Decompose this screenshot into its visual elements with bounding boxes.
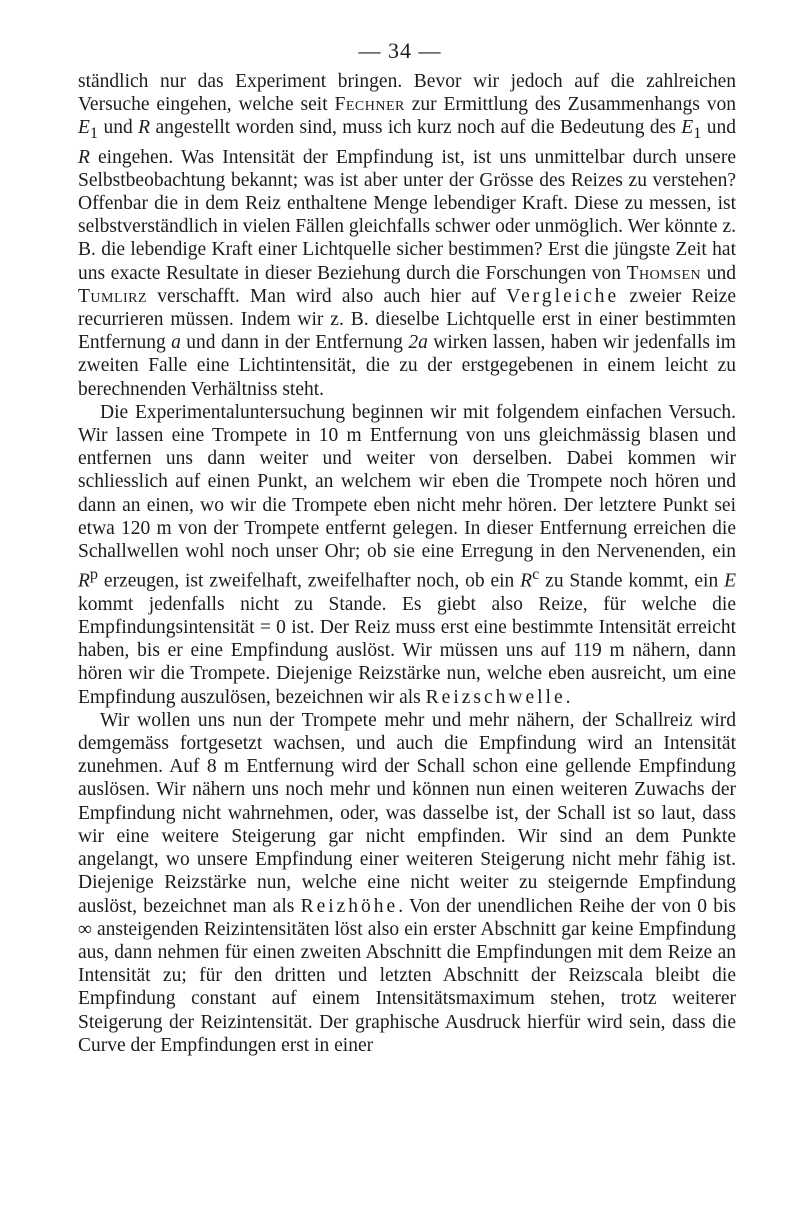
italic-run: R bbox=[78, 570, 90, 592]
text-run: und bbox=[98, 117, 139, 139]
text-run: verschafft. Man wird also auch hier auf bbox=[147, 285, 507, 307]
text-run: kommt jedenfalls nicht zu Stande. Es giebt also Reize, für welche die Empfindungsintensität = 0 ist. Der Reiz muss erst eine bestimmte Intensität erreicht haben, bis er eine Empfindung auslöst. Wir müssen uns auf 119 m nähern, dann hören wir die Trompete. Diejenige Reizstärke nun, welche eben ausreicht, um eine Empfindung auszulösen, bezeichnen wir als bbox=[78, 593, 736, 708]
italic-run: E bbox=[78, 117, 90, 139]
italic-run: R bbox=[138, 117, 151, 139]
italic-run: E bbox=[724, 570, 736, 592]
small-caps-name: Tumlirz bbox=[78, 285, 148, 307]
paragraph-3 bbox=[78, 709, 736, 1057]
superscript: c bbox=[532, 565, 540, 584]
text-run: angestellt worden sind, muss ich kurz noch auf die Bedeutung des bbox=[150, 117, 682, 139]
text-run: erzeugen, ist zweifelhaft, zweifelhafter noch, ob ein bbox=[98, 570, 521, 592]
italic-run: 2a bbox=[408, 332, 428, 354]
italic-run: R bbox=[78, 146, 90, 168]
superscript: p bbox=[89, 565, 99, 584]
page-number: — 34 — bbox=[358, 38, 442, 63]
small-caps-name: Thomsen bbox=[626, 262, 702, 284]
subscript: 1 bbox=[89, 124, 99, 143]
paragraph-2 bbox=[78, 401, 736, 709]
text-run: zweier Reize recurrieren müssen. Indem wir z. B. dieselbe Lichtquelle erst in einer bestimmten Entfernung bbox=[78, 285, 736, 354]
text-run: und dann in der Entfernung bbox=[180, 332, 409, 354]
text-run: und bbox=[701, 117, 737, 139]
text-run: Wir wollen uns nun der Trompete mehr und mehr nähern, der Schallreiz wird demgemäss fortgesetzt wachsen, und auch die Empfindung wird an Intensität zunehmen. Auf 8 m Entfernung wird der Schall schon eine gellende Empfindung auslösen. Wir nähern uns noch mehr und können nun einen weiteren Zuwachs der Empfindung nicht wahrnehmen, oder, was dasselbe ist, der Schall ist so laut, dass wir eine weitere Steigerung gar nicht empfinden. Wir sind an dem Punkte angelangt, wo unsere Empfindung einer weiteren Steigerung nicht mehr fähig ist. Diejenige Reizstärke nun, welche eine nicht weiter zu steigernde Empfindung auslöst, bezeichnet man als bbox=[78, 709, 736, 917]
text-run: und bbox=[701, 262, 737, 284]
italic-run: E bbox=[681, 117, 694, 139]
spaced-term: Vergleiche bbox=[506, 285, 620, 307]
text-run: . Von der unendlichen Reihe der von 0 bis ∞ ansteigenden Reizintensitäten löst also ein erster Abschnitt gar keine Empfindung aus, dann nehmen für einen zweiten Abschnitt die Empfindungen mit dem Reize an Intensität zu; für den dritten und letzten Abschnitt der Reizscala bleibt die Empfindung constant auf einem Intensitätsmaximum stehen, trotz weiterer Steigerung der Reizintensität. Der graphische Ausdruck hierfür wird sein, dass die Curve der Empfindungen erst in einer bbox=[78, 895, 737, 1056]
subscript: 1 bbox=[693, 124, 702, 143]
text-run: zu Stande kommt, ein bbox=[539, 570, 725, 592]
text-run: ständlich nur das Experiment bringen. Bevor wir jedoch auf die zahlreichen Versuche eingehen, welche seit bbox=[78, 71, 736, 116]
spaced-term: Reizhöhe bbox=[300, 895, 399, 917]
italic-run: R bbox=[520, 570, 533, 592]
spaced-term: Reizschwelle bbox=[425, 686, 566, 708]
text-run: wirken lassen, haben wir jedenfalls im zweiten Falle eine Lichtintensität, die zu der erstgegebenen in einem leicht zu berechnenden Verhältniss steht. bbox=[78, 332, 736, 400]
body-text bbox=[78, 70, 736, 1057]
text-run: . bbox=[565, 686, 571, 708]
text-run: zur Ermittlung des Zusammenhangs von bbox=[404, 94, 736, 116]
text-run: Die Experimentaluntersuchung beginnen wir mit folgendem einfachen Versuch. Wir lassen eine Trompete in 10 m Entfernung von uns gleichmässig blasen und entfernen uns dann weiter und weiter von derselben. Dabei kommen wir schliesslich auf einen Punkt, an welchem wir eben die Trompete noch hören und dann an einen, wo wir die Trompete eben nicht mehr hören. Der letztere Punkt sei etwa 120 m von der Trompete entfernt gelegen. In dieser Entfernung erreichen die Schallwellen wohl noch unser Ohr; ob sie eine Erregung in den Nervenenden, ein bbox=[78, 401, 736, 562]
italic-run: a bbox=[171, 332, 181, 354]
small-caps-name: Fechner bbox=[334, 94, 405, 116]
paragraph-1 bbox=[78, 70, 736, 401]
text-run: eingehen. Was Intensität der Empfindung ist, ist uns unmittelbar durch unsere Selbstbeobachtung bekannt; was ist aber unter der Grösse des Reizes zu verstehen? Offenbar die in dem Reiz enthaltene Menge lebendiger Kraft. Diese zu messen, ist selbstverständlich in vielen Fällen gleichfalls schwer oder unmöglich. Wer könnte z. B. die lebendige Kraft einer Lichtquelle sicher bestimmen? Erst die jüngste Zeit hat uns exacte Resultate in dieser Beziehung durch die Forschungen von bbox=[78, 146, 736, 284]
